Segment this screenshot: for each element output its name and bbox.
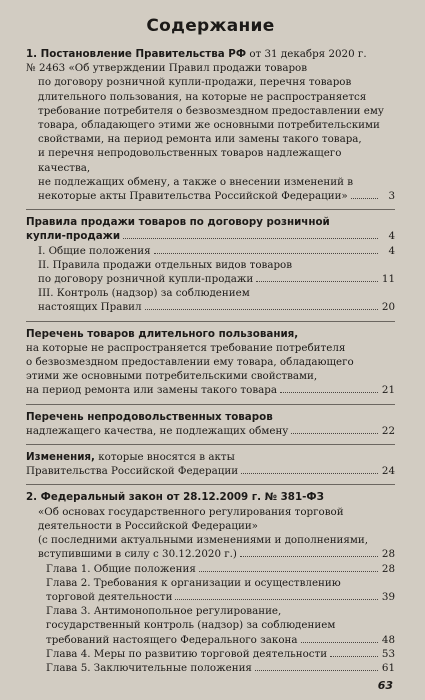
toc-line: на которые не распространяется требование потребителя bbox=[26, 341, 346, 354]
page-ref: 20 bbox=[381, 301, 395, 314]
toc-entry-sale-rules bbox=[26, 215, 395, 314]
dot-leader bbox=[175, 599, 378, 600]
page-ref: 39 bbox=[381, 590, 395, 603]
section-divider bbox=[26, 444, 395, 445]
toc-line: не подлежащих обмену, а также о внесении изменений в bbox=[38, 175, 354, 188]
toc-line: длительного пользования, на которые не распространяется bbox=[38, 90, 367, 103]
toc-line: вступившими в силу с 30.12.2020 г.) 28 bbox=[38, 548, 395, 561]
section-divider bbox=[26, 321, 395, 322]
dot-leader bbox=[301, 642, 378, 643]
toc-line: (с последними актуальными изменениями и дополнениями, bbox=[38, 534, 369, 547]
toc-chapter: государственный контроль (надзор) за соблюдением bbox=[46, 619, 336, 632]
toc-line: некоторые акты Правительства Российской Федерации» 3 bbox=[38, 190, 395, 203]
dot-leader bbox=[255, 670, 378, 671]
page-ref: 4 bbox=[388, 244, 395, 257]
toc-entry-heading: Перечень непродовольственных товаров bbox=[26, 410, 273, 423]
toc-line: и перечня непродовольственных товаров надлежащего качества, bbox=[38, 147, 342, 174]
dot-leader bbox=[199, 571, 378, 572]
dot-leader bbox=[240, 556, 378, 557]
toc-chapter: Глава 3. Антимонопольное регулирование, bbox=[46, 605, 282, 618]
section-divider bbox=[26, 484, 395, 485]
section-divider bbox=[26, 209, 395, 210]
toc-entry-heading-rest: которые вносятся в акты bbox=[94, 451, 235, 464]
page-ref: 28 bbox=[381, 548, 395, 561]
toc-line: «Об основах государственного регулирования торговой bbox=[38, 505, 344, 518]
dot-leader bbox=[330, 656, 378, 657]
toc-line: требование потребителя о безвозмездном предоставлении ему bbox=[38, 104, 384, 117]
dot-leader bbox=[154, 253, 378, 254]
toc-subentry: I. Общие положения 4 bbox=[38, 244, 395, 257]
toc-line: на период ремонта или замены такого товара 21 bbox=[26, 384, 395, 397]
dot-leader bbox=[291, 433, 378, 434]
toc-entry-durable-goods-list bbox=[26, 327, 395, 398]
toc-subentry: по договору розничной купли-продажи 11 bbox=[38, 273, 395, 286]
toc-line bbox=[26, 47, 395, 61]
page-ref: 11 bbox=[381, 273, 395, 286]
toc-entry-amendments bbox=[26, 450, 395, 478]
toc-subentry: II. Правила продажи отдельных видов товаров bbox=[38, 258, 293, 271]
toc-line: надлежащего качества, не подлежащих обмену 22 bbox=[26, 424, 395, 437]
toc-chapter: требований настоящего Федерального закона 48 bbox=[46, 633, 395, 646]
dot-leader bbox=[145, 309, 378, 310]
toc-line: по договору розничной купли-продажи, перечня товаров bbox=[38, 76, 352, 89]
dot-leader bbox=[351, 198, 378, 199]
toc-entry-heading: 2. Федеральный закон от 28.12.2009 г. № 381-ФЗ bbox=[26, 491, 324, 504]
toc-chapter: Глава 4. Меры по развитию торговой деятельности 53 bbox=[46, 647, 395, 660]
toc-chapter: Глава 5. Заключительные положения 61 bbox=[46, 661, 395, 674]
toc-chapter: Глава 2. Требования к организации и осуществлению bbox=[46, 576, 341, 589]
toc-entry-federal-law-381 bbox=[26, 490, 395, 675]
page-ref: 53 bbox=[381, 647, 395, 660]
toc-line: № 2463 «Об утверждении Правил продажи товаров bbox=[26, 62, 308, 75]
toc-line: свойствами, на период ремонта или замены такого товара, bbox=[38, 133, 362, 146]
dot-leader bbox=[241, 473, 378, 474]
toc-line: Правительства Российской Федерации 24 bbox=[26, 465, 395, 478]
dot-leader bbox=[280, 392, 378, 393]
toc-entry-non-food-goods-list bbox=[26, 410, 395, 438]
toc-entry-heading: Изменения, bbox=[26, 451, 95, 464]
page-ref: 22 bbox=[381, 424, 395, 437]
page-ref: 61 bbox=[381, 661, 395, 674]
toc-entry-heading: Перечень товаров длительного пользования, bbox=[26, 327, 299, 340]
toc-line: товара, обладающего этими же основными потребительскими bbox=[38, 119, 380, 132]
page-number: 63 bbox=[377, 679, 393, 692]
page-ref: 4 bbox=[388, 230, 395, 243]
toc-chapter: Глава 1. Общие положения 28 bbox=[46, 562, 395, 575]
toc-entry-heading: Правила продажи товаров по договору розничной bbox=[26, 216, 330, 229]
toc-chapter: торговой деятельности 39 bbox=[46, 590, 395, 603]
dot-leader bbox=[256, 281, 378, 282]
page-ref: 24 bbox=[381, 465, 395, 478]
section-divider bbox=[26, 404, 395, 405]
toc-entry-heading-rest: от 31 декабря 2020 г. bbox=[246, 48, 367, 60]
toc-subentry: III. Контроль (надзор) за соблюдением bbox=[38, 287, 250, 300]
toc-line: деятельности в Российской Федерации» bbox=[38, 519, 258, 532]
page-ref: 3 bbox=[388, 190, 395, 203]
toc-line bbox=[26, 450, 395, 464]
page-ref: 28 bbox=[381, 562, 395, 575]
toc-line: о безвозмездном предоставлении ему товара, обладающего bbox=[26, 356, 354, 369]
page-ref: 48 bbox=[381, 633, 395, 646]
page-title: Содержание bbox=[146, 16, 275, 36]
dot-leader bbox=[123, 238, 378, 239]
toc-entry-resolution-2463 bbox=[26, 47, 395, 203]
toc-line: купли-продажи 4 bbox=[26, 230, 395, 243]
toc-entry-heading: 1. Постановление Правительства РФ bbox=[26, 48, 247, 60]
page-ref: 21 bbox=[381, 384, 395, 397]
toc-line: этими же основными потребительскими свойствами, bbox=[26, 370, 318, 383]
toc-subentry: настоящих Правил 20 bbox=[38, 301, 395, 314]
